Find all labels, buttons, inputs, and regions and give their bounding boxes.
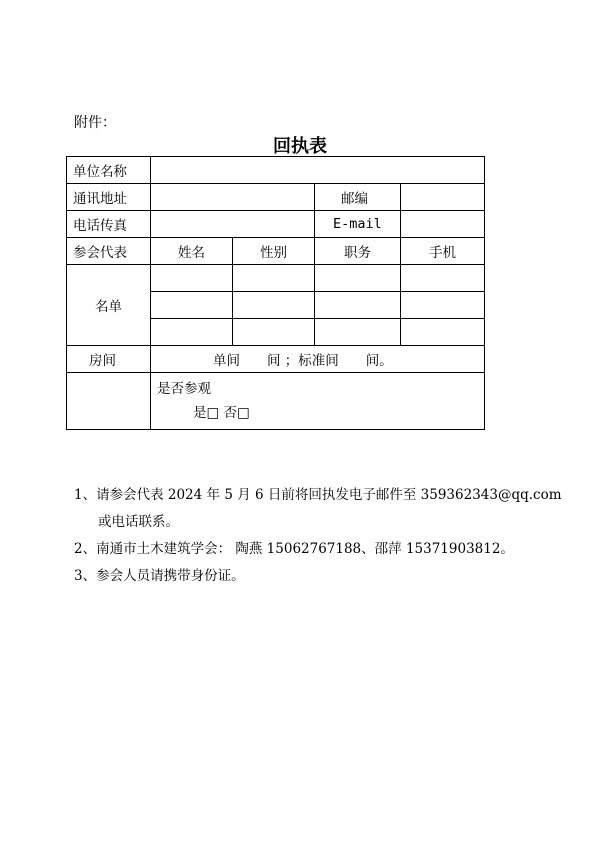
list-cell-name[interactable] bbox=[151, 265, 233, 292]
list-cell-mobile[interactable] bbox=[401, 265, 485, 292]
email-label: E-mail bbox=[315, 211, 401, 238]
address-label: 通讯地址 bbox=[67, 184, 151, 211]
phone-fax-label: 电话传真 bbox=[67, 211, 151, 238]
room-label: 房间 bbox=[67, 346, 151, 373]
col-position-header: 职务 bbox=[315, 238, 401, 265]
attachment-label: 附件： bbox=[74, 115, 116, 131]
delegates-label: 参会代表 bbox=[67, 238, 151, 265]
col-name-header: 姓名 bbox=[151, 238, 233, 265]
list-cell-gender[interactable] bbox=[233, 265, 315, 292]
row-unit-name bbox=[67, 157, 485, 184]
row-address bbox=[67, 184, 485, 211]
list-cell-name[interactable] bbox=[151, 319, 233, 346]
row-visit bbox=[67, 373, 485, 430]
row-delegates-header bbox=[67, 238, 485, 265]
note-2: 2、南通市土木建筑学会： 陶燕 15062767188、邵萍 15371903812。 bbox=[74, 541, 514, 557]
note-1-continued: 或电话联系。 bbox=[98, 514, 179, 530]
list-row-1 bbox=[67, 265, 485, 292]
receipt-form-table bbox=[66, 156, 485, 430]
list-cell-name[interactable] bbox=[151, 292, 233, 319]
list-cell-mobile[interactable] bbox=[401, 319, 485, 346]
list-cell-mobile[interactable] bbox=[401, 292, 485, 319]
unit-name-label: 单位名称 bbox=[67, 157, 151, 184]
email-field[interactable] bbox=[401, 211, 485, 238]
col-mobile-header: 手机 bbox=[401, 238, 485, 265]
address-field[interactable] bbox=[151, 184, 315, 211]
postcode-field[interactable] bbox=[401, 184, 485, 211]
list-cell-gender[interactable] bbox=[233, 292, 315, 319]
postcode-label: 邮编 bbox=[315, 184, 401, 211]
list-cell-position[interactable] bbox=[315, 265, 401, 292]
row-room bbox=[67, 346, 485, 373]
note-3: 3、参会人员请携带身份证。 bbox=[74, 568, 245, 584]
unit-name-field[interactable] bbox=[151, 157, 485, 184]
visit-empty-cell bbox=[67, 373, 151, 430]
row-phone bbox=[67, 211, 485, 238]
list-cell-position[interactable] bbox=[315, 292, 401, 319]
notes-section bbox=[74, 482, 574, 590]
list-cell-position[interactable] bbox=[315, 319, 401, 346]
phone-fax-field[interactable] bbox=[151, 211, 315, 238]
visit-options[interactable]: 是□ 否□ bbox=[193, 405, 250, 421]
visit-field[interactable] bbox=[151, 373, 485, 430]
list-label: 名单 bbox=[67, 265, 151, 346]
room-field[interactable]: 单间 间 ；标准间 间。 bbox=[151, 346, 485, 373]
col-gender-header: 性别 bbox=[233, 238, 315, 265]
visit-question: 是否参观 bbox=[157, 381, 211, 397]
list-cell-gender[interactable] bbox=[233, 319, 315, 346]
note-1: 1、请参会代表 2024 年 5 月 6 日前将回执发电子邮件至 359362343@qq.com bbox=[74, 487, 562, 503]
form-title: 回执表 bbox=[273, 136, 327, 157]
